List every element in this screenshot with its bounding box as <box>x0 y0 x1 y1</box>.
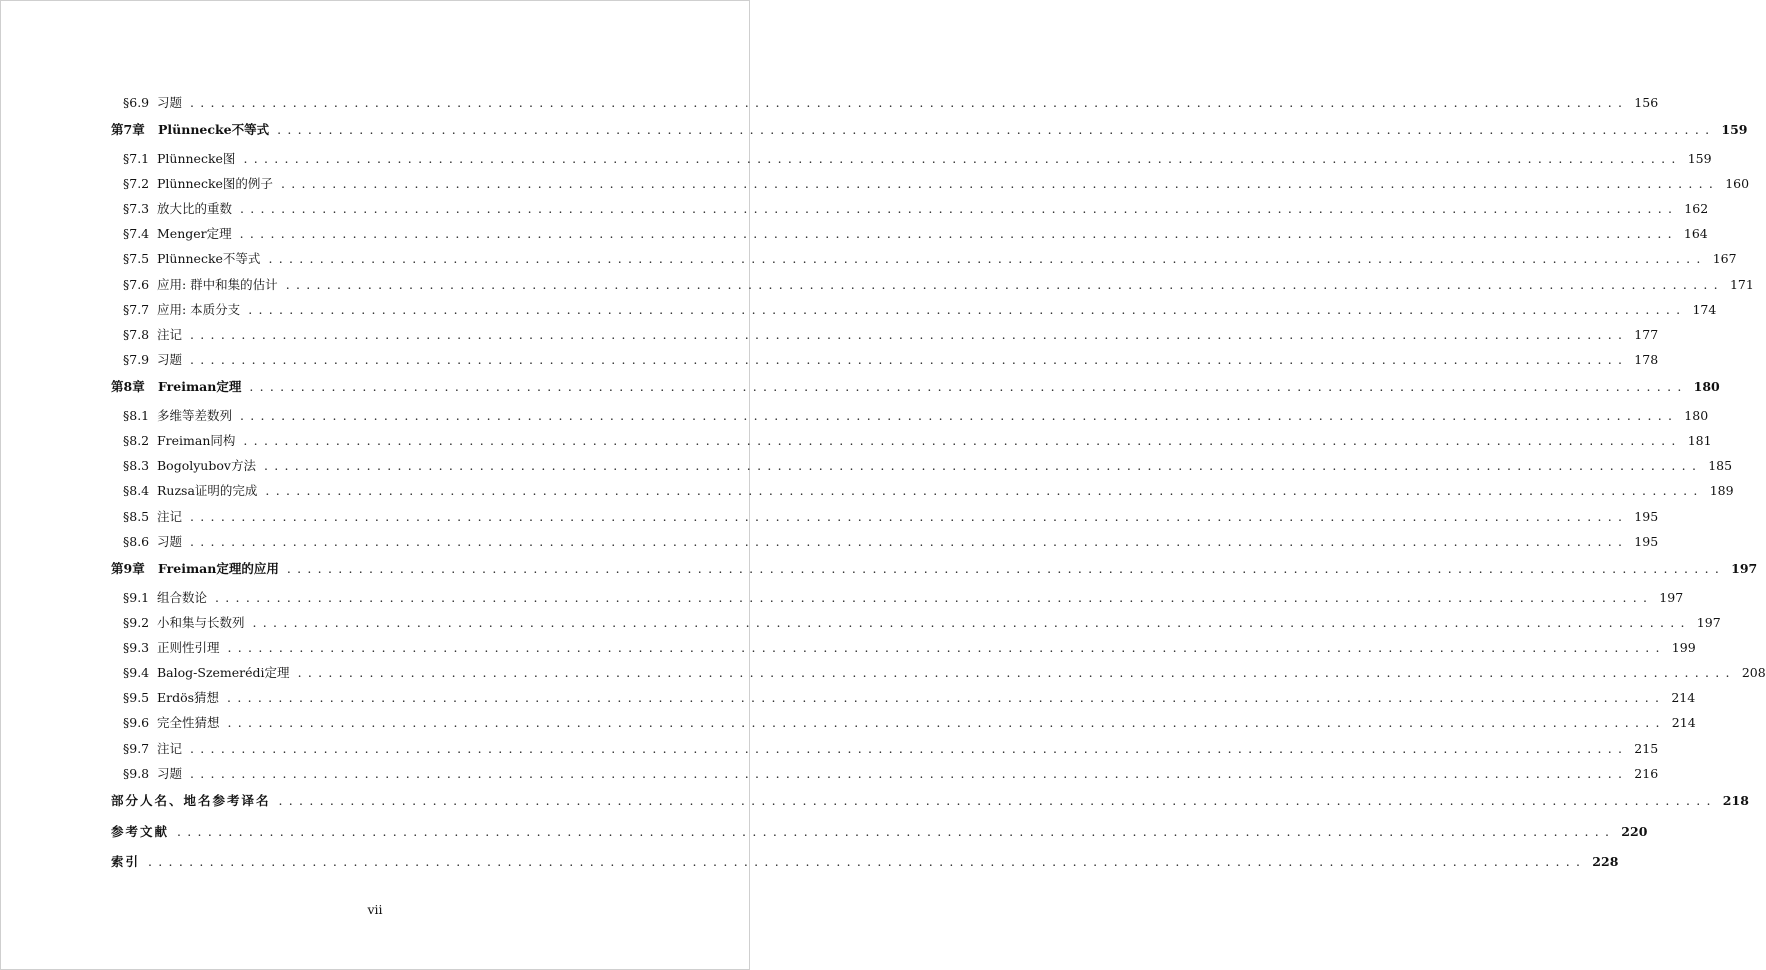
toc-entry-title: 习题 <box>157 533 183 549</box>
toc-entry-number: §7.4 <box>123 226 150 242</box>
toc-entry-title: 多维等差数列 <box>157 407 233 423</box>
toc-entry-page-number: 159 <box>1687 150 1712 166</box>
dot-leader: ............................................................................................................................................ <box>263 458 1703 474</box>
toc-entry-page-number: 208 <box>1741 665 1766 681</box>
dot-leader: ............................................................................................................................................ <box>227 639 1666 655</box>
toc-entry-title: 部分人名、地名参考译名 <box>111 793 271 808</box>
dot-leader: ............................................................................................................................................ <box>177 823 1616 839</box>
toc-entry-number: §8.4 <box>123 483 150 499</box>
toc-entry-page-number: 197 <box>1659 589 1684 605</box>
dot-leader: ............................................................................................................................................ <box>190 765 1629 781</box>
toc-entry-number: §6.9 <box>123 95 150 110</box>
toc-entry-number: §8.3 <box>123 458 150 474</box>
toc-entry-page-number: 178 <box>1634 352 1659 368</box>
toc-entry-title: 习题 <box>157 352 183 368</box>
toc-section-entry[interactable] <box>111 710 1696 735</box>
toc-entry-title: 放大比的重数 <box>157 201 233 217</box>
toc-entry-page-number: 156 <box>1634 95 1659 110</box>
toc-entry-page-number: 199 <box>1671 639 1696 655</box>
toc-entry-number: §9.8 <box>123 765 150 781</box>
dot-leader: ............................................................................................................................................ <box>285 276 1724 292</box>
toc-section-entry[interactable] <box>111 478 1734 503</box>
dot-leader: ............................................................................................................................................ <box>268 251 1707 267</box>
toc-entry-title: 索引 <box>111 854 141 869</box>
toc-entry-number: §8.5 <box>123 508 150 524</box>
toc-entry-number: §9.1 <box>123 589 150 605</box>
toc-entry-number: §9.5 <box>123 690 150 706</box>
toc-entry-number: §9.3 <box>123 639 150 655</box>
toc-section-entry[interactable] <box>111 529 1659 554</box>
toc-entry-page-number: 174 <box>1692 301 1717 317</box>
toc-section-entry[interactable] <box>111 453 1733 478</box>
toc-entry-number: §7.8 <box>123 327 150 342</box>
toc-section-entry[interactable] <box>111 736 1659 761</box>
page-number-footer: vii <box>367 902 383 917</box>
dot-leader: ............................................................................................................................................ <box>227 690 1666 706</box>
toc-entry-number: §9.6 <box>123 715 150 731</box>
toc-entry-number: 第7章 <box>111 122 145 138</box>
toc-entry-page-number: 167 <box>1712 251 1737 267</box>
toc-entry-number: 第8章 <box>111 379 145 395</box>
toc-entry-title: Plünnecke不等式 <box>158 122 270 138</box>
toc-entry-number: §9.2 <box>123 614 150 630</box>
toc-section-entry[interactable] <box>111 146 1712 171</box>
toc-entry-number: §7.9 <box>123 352 150 368</box>
dot-leader: ............................................................................................................................................ <box>240 201 1679 217</box>
toc-entry-page-number: 189 <box>1709 483 1734 499</box>
dot-leader: ............................................................................................................................................ <box>190 95 1629 110</box>
toc-entry-page-number: 162 <box>1684 201 1709 217</box>
toc-entry-page-number: 214 <box>1671 715 1696 731</box>
toc-entry-title: Bogolyubov方法 <box>157 458 256 474</box>
dot-leader: ............................................................................................................................................ <box>240 407 1679 423</box>
toc-section-entry[interactable] <box>111 171 1750 196</box>
toc-entry-page-number: 159 <box>1721 122 1748 138</box>
toc-section-entry[interactable] <box>111 403 1709 428</box>
toc-entry-page-number: 164 <box>1683 226 1708 242</box>
toc-entry-title: 应用: 群中和集的估计 <box>157 276 278 292</box>
dot-leader: ............................................................................................................................................ <box>243 150 1682 166</box>
toc-backmatter-entry[interactable] <box>111 817 1648 848</box>
toc-entry-title: Freiman同构 <box>157 433 236 449</box>
toc-entry-page-number: 195 <box>1634 533 1659 549</box>
dot-leader: ............................................................................................................................................ <box>190 533 1629 549</box>
toc-entry-title: Freiman定理 <box>158 379 242 395</box>
dot-leader: ............................................................................................................................................ <box>265 483 1704 499</box>
toc-entry-title: 正则性引理 <box>157 639 220 655</box>
toc-entry-page-number: 197 <box>1696 614 1721 630</box>
toc-entry-number: §7.3 <box>123 201 150 217</box>
toc-entry-title: 注记 <box>157 327 183 342</box>
toc-entry-title: 注记 <box>157 740 183 756</box>
toc-entry-title: 小和集与长数列 <box>157 614 245 630</box>
toc-entry-page-number: 181 <box>1687 433 1712 449</box>
toc-section-entry[interactable] <box>111 761 1659 786</box>
toc-entry-page-number: 218 <box>1722 793 1749 808</box>
toc-entry-title: 完全性猜想 <box>157 715 220 731</box>
toc-entry-number: §7.7 <box>123 301 150 317</box>
toc-entry-number: §7.6 <box>123 276 150 292</box>
toc-entry-title: 组合数论 <box>157 589 208 605</box>
toc-entry-number: §9.4 <box>123 665 150 681</box>
toc-entry-number: §7.1 <box>123 150 150 166</box>
dot-leader: ............................................................................................................................................ <box>248 301 1687 317</box>
toc-section-entry[interactable] <box>111 585 1684 610</box>
toc-entry-page-number: 214 <box>1671 690 1696 706</box>
toc-entry-title: 参考文献 <box>111 823 170 839</box>
dot-leader: ............................................................................................................................................ <box>148 854 1587 869</box>
dot-leader: ............................................................................................................................................ <box>249 379 1688 395</box>
toc-section-entry[interactable] <box>111 90 1659 115</box>
dot-leader: ............................................................................................................................................ <box>190 508 1629 524</box>
toc-section-entry[interactable] <box>111 428 1712 453</box>
toc-entry-title: 注记 <box>157 508 183 524</box>
toc-chapter-entry[interactable] <box>111 115 1748 146</box>
toc-section-entry[interactable] <box>111 610 1721 635</box>
toc-section-entry[interactable] <box>111 221 1708 246</box>
dot-leader: ............................................................................................................................................ <box>239 226 1678 242</box>
toc-section-entry[interactable] <box>111 246 1737 271</box>
toc-section-entry[interactable] <box>111 635 1696 660</box>
toc-entry-number: §9.7 <box>123 740 150 756</box>
toc-entry-page-number: 195 <box>1634 508 1659 524</box>
toc-entry-title: Freiman定理的应用 <box>158 561 279 576</box>
toc-entry-title: 习题 <box>157 95 183 110</box>
dot-leader: ............................................................................................................................................ <box>190 740 1629 756</box>
toc-entry-title: 习题 <box>157 765 183 781</box>
toc-section-entry[interactable] <box>111 504 1659 529</box>
toc-chapter-entry[interactable] <box>111 554 1758 585</box>
toc-entry-page-number: 216 <box>1634 765 1659 781</box>
toc-entry-title: Balog-Szemerédi定理 <box>157 665 290 681</box>
toc-backmatter-entry[interactable] <box>111 786 1749 817</box>
toc-section-entry[interactable] <box>111 297 1717 322</box>
dot-leader: ............................................................................................................................................ <box>286 561 1726 576</box>
dot-leader: ............................................................................................................................................ <box>278 793 1717 808</box>
toc-entry-page-number: 220 <box>1621 823 1648 839</box>
toc-section-entry[interactable] <box>111 322 1659 347</box>
toc-section-entry[interactable] <box>111 660 1766 685</box>
dot-leader: ............................................................................................................................................ <box>252 614 1691 630</box>
toc-backmatter-entry[interactable] <box>111 847 1619 878</box>
dot-leader: ............................................................................................................................................ <box>190 327 1629 342</box>
toc-chapter-entry[interactable] <box>111 372 1720 403</box>
toc-entry-title: Ruzsa证明的完成 <box>157 483 258 499</box>
toc-entry-title: 应用: 本质分支 <box>157 301 241 317</box>
toc-entry-number: §8.1 <box>123 407 150 423</box>
toc-entry-number: 第9章 <box>111 561 145 576</box>
toc-entry-page-number: 180 <box>1684 407 1709 423</box>
toc-entry-page-number: 197 <box>1731 561 1758 576</box>
table-of-contents <box>111 90 1766 878</box>
toc-entry-title: Plünnecke不等式 <box>157 251 261 267</box>
toc-entry-number: §8.2 <box>123 433 150 449</box>
dot-leader: ............................................................................................................................................ <box>227 715 1666 731</box>
toc-entry-number: §8.6 <box>123 533 150 549</box>
toc-section-entry[interactable] <box>111 196 1709 221</box>
toc-entry-title: Plünnecke图 <box>157 150 236 166</box>
dot-leader: ............................................................................................................................................ <box>280 175 1720 191</box>
toc-entry-page-number: 171 <box>1729 276 1754 292</box>
toc-entry-page-number: 180 <box>1693 379 1720 395</box>
toc-entry-title: Plünnecke图的例子 <box>157 175 273 191</box>
toc-section-entry[interactable] <box>111 685 1696 710</box>
dot-leader: ............................................................................................................................................ <box>297 665 1736 681</box>
toc-entry-title: Erdös猜想 <box>157 690 220 706</box>
toc-section-entry[interactable] <box>111 347 1659 372</box>
toc-entry-page-number: 185 <box>1708 458 1733 474</box>
dot-leader: ............................................................................................................................................ <box>243 433 1682 449</box>
dot-leader: ............................................................................................................................................ <box>190 352 1629 368</box>
toc-entry-page-number: 160 <box>1725 175 1750 191</box>
toc-entry-page-number: 215 <box>1634 740 1659 756</box>
dot-leader: ............................................................................................................................................ <box>277 122 1716 138</box>
toc-entry-page-number: 228 <box>1592 854 1619 869</box>
toc-entry-page-number: 177 <box>1634 327 1659 342</box>
toc-entry-title: Menger定理 <box>157 226 232 242</box>
toc-entry-number: §7.2 <box>123 175 150 191</box>
dot-leader: ............................................................................................................................................ <box>215 589 1654 605</box>
toc-section-entry[interactable] <box>111 272 1754 297</box>
toc-entry-number: §7.5 <box>123 251 150 267</box>
